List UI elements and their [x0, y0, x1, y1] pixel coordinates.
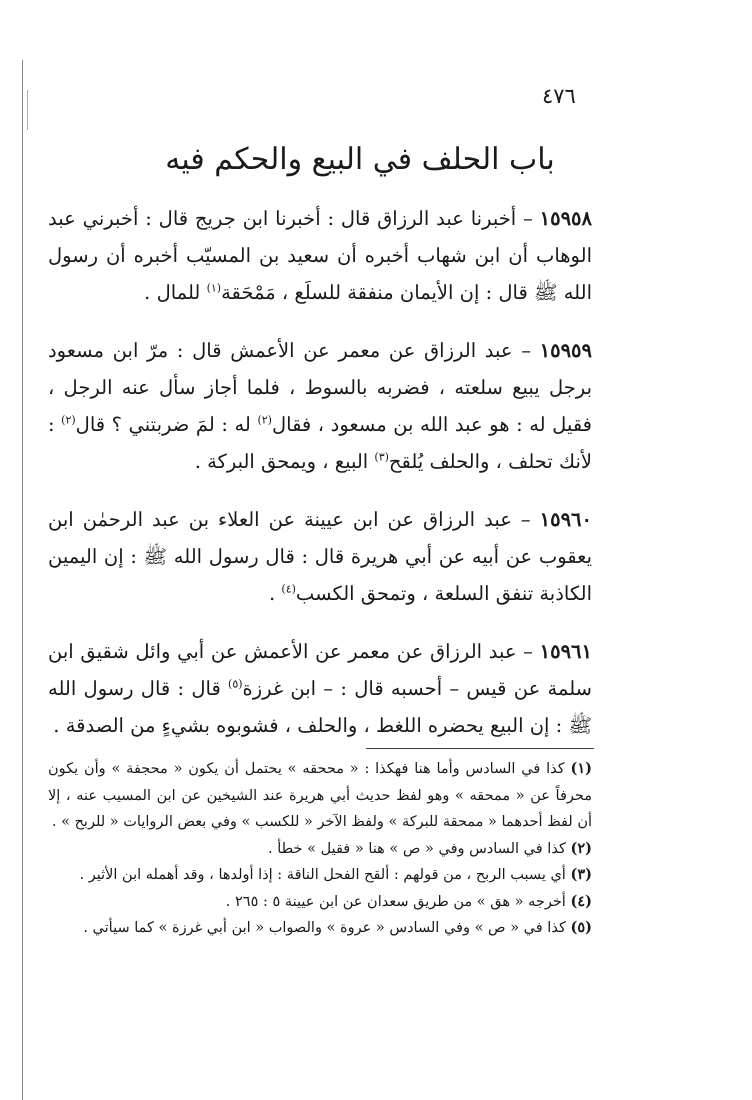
hadith-15959: [48, 332, 592, 480]
footnote-ref[interactable]: (٣): [374, 450, 389, 464]
footnote-text: كذا في السادس وأما هنا فهكذا : « مححقه » يحتمل أن يكون « محجفة » وأن يكون محرفاً عن « ممحقه » وهو لفظ حديث أبي هريرة عند الشيخين عن ابن المسيب عنه ، إلا أن لفظ أحدهما « ممحقة للبركة » ولفظ الآخر « للكسب » وفي بعض الروايات « للربح » .: [48, 761, 592, 830]
footnote-ref[interactable]: (١): [206, 281, 222, 295]
hadith-text: : لأنك تحلف ، والحلف يُلقح: [48, 413, 592, 473]
hadith-text-end: للمال .: [144, 281, 207, 304]
hadith-text-end: قال : قال رسول الله ﷺ : إن البيع يحضره اللغط ، والحلف ، فشوبوه بشيءٍ من الصدقة .: [48, 677, 592, 737]
footnote-number: (٣): [570, 866, 592, 883]
hadith-text: – عبد الرزاق عن معمر عن الأعمش عن أبي وائل شقيق ابن سلمة عن قيس – أحسبه قال : – ابن غرزة: [48, 640, 592, 700]
hadith-section: [48, 200, 592, 744]
hadith-text: – عبد الرزاق عن معمر عن الأعمش قال : مرّ ابن مسعود برجل يبيع سلعته ، فضربه بالسوط ، فلما أجاز سأل عنه الرجل ، فقيل له : هو عبد الله بن مسعود ، فقال: [48, 339, 593, 436]
hadith-text: – عبد الرزاق عن ابن عيينة عن العلاء بن عبد الرحمٰن ابن يعقوب عن أبيه عن أبي هريرة قال : قال رسول الله ﷺ : إن اليمين الكاذبة تنفق السلعة ، وتمحق الكسب: [48, 508, 592, 605]
hadith-text: له : لمَ ضربتني ؟ قال: [75, 413, 258, 436]
footnotes-section: [48, 756, 592, 942]
footnote-number: (٢): [570, 839, 592, 857]
hadith-text-end: البيع ، ويمحق البركة .: [194, 450, 375, 473]
hadith-15961: [48, 633, 592, 744]
hadith-15958: [48, 200, 592, 311]
chapter-title: باب الحلف في البيع والحكم فيه: [165, 142, 555, 177]
footnote-number: (٤): [570, 892, 592, 910]
footnote-text: كذا في السادس وفي « ص » هنا « فقيل » خطأ .: [268, 840, 566, 857]
footnote-2: [48, 836, 592, 863]
binding-edge-line: [22, 60, 23, 1100]
footnote-text: كذا في « ص » وفي السادس « عروة » والصواب « ابن أبي غرزة » كما سيأتي .: [83, 920, 566, 936]
hadith-number: ١٥٩٥٨: [539, 207, 592, 230]
footnote-text: أخرجه « هق » من طريق سعدان عن ابن عيينة ٥ : ٢٦٥ .: [225, 893, 566, 910]
binding-edge-mark: [27, 90, 28, 130]
footnote-ref[interactable]: (٢): [257, 413, 272, 427]
hadith-15960: [48, 501, 592, 612]
footnote-divider: [366, 748, 594, 749]
footnote-text: أي يسبب الربح ، من قولهم : ألقح الفحل الناقة : إذا أولدها ، وقد أهمله ابن الأثير .: [79, 867, 566, 883]
hadith-number: ١٥٩٥٩: [539, 339, 592, 362]
footnote-number: (١): [570, 760, 592, 777]
footnote-4: [48, 889, 592, 916]
hadith-number: ١٥٩٦١: [539, 640, 592, 663]
hadith-text-end: .: [269, 582, 282, 605]
footnote-5: [48, 915, 592, 942]
page-number: ٤٧٦: [542, 84, 576, 108]
footnote-3: [48, 862, 592, 889]
footnote-1: [48, 756, 592, 836]
hadith-text: – أخبرنا عبد الرزاق قال : أخبرنا ابن جريج قال : أخبرني عبد الوهاب أن ابن شهاب أخبره أن سعيد بن المسيّب أخبره أن رسول الله ﷺ قال : إن الأيمان منفقة للسلَع ، مَمْحَقة: [48, 207, 592, 304]
hadith-number: ١٥٩٦٠: [539, 508, 592, 531]
footnote-ref[interactable]: (٤): [281, 582, 296, 596]
footnote-ref[interactable]: (٢): [61, 413, 76, 427]
footnote-ref[interactable]: (٥): [228, 677, 243, 691]
footnote-number: (٥): [570, 919, 592, 936]
